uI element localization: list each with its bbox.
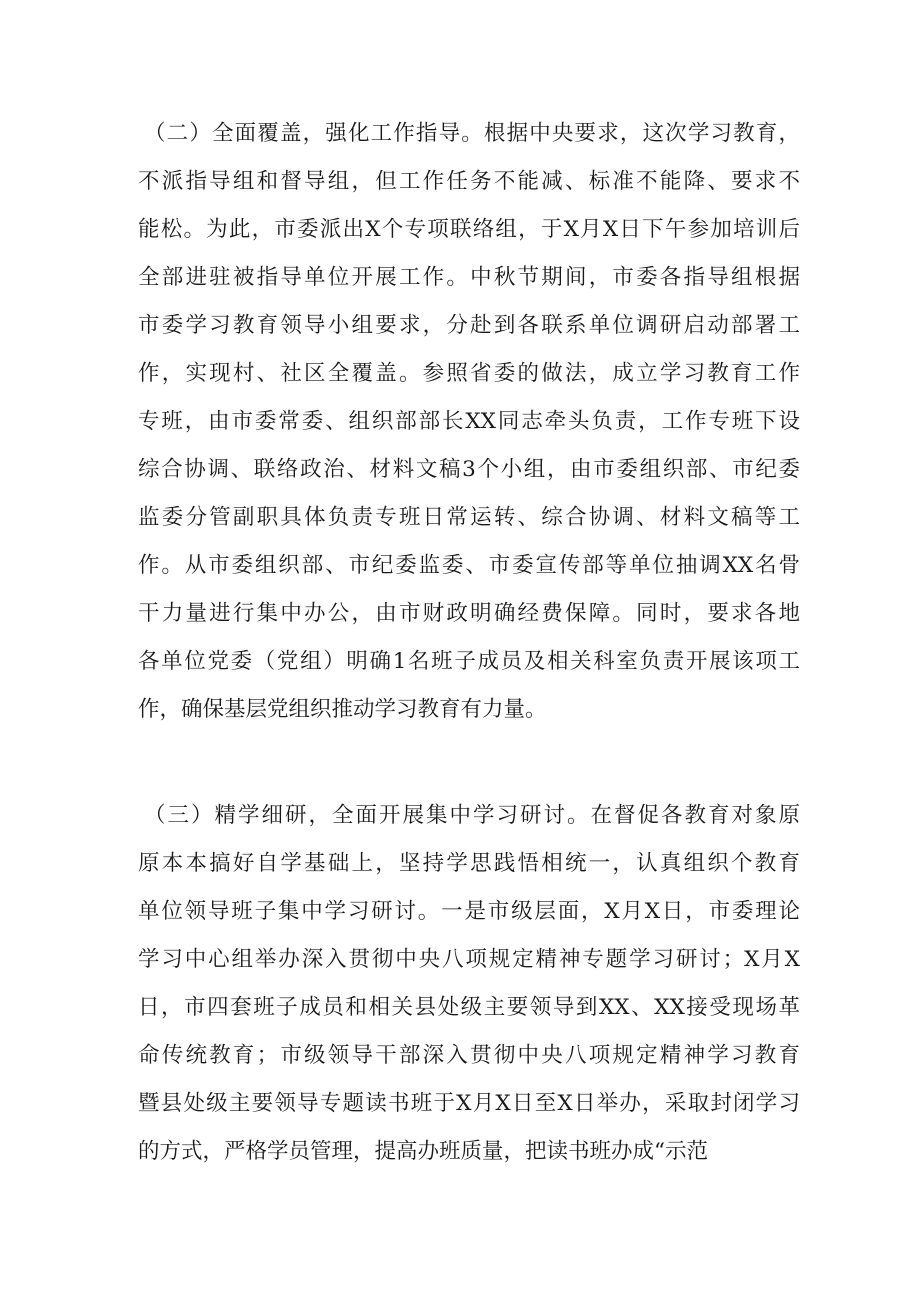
text-line: 不派指导组和督导组，但工作任务不能减、标准不能降、要求不 [138, 169, 800, 194]
text-line: 综合协调、联络政治、材料文稿3个小组，由市委组织部、市纪委 [138, 457, 800, 482]
text-line: 命传统教育；市级领导干部深入贯彻中央八项规定精神学习教育 [138, 1043, 800, 1068]
text-line: 作，确保基层党组织推动学习教育有力量。 [138, 697, 547, 722]
text-line: 市委学习教育领导小组要求，分赴到各联系单位调研启动部署工 [138, 313, 800, 338]
text-line: 能松。为此，市委派出X个专项联络组，于X月X日下午参加培训后 [138, 217, 800, 242]
text-line: 的方式，严格学员管理，提高办班质量，把读书班办成“示范 [138, 1139, 708, 1164]
text-line: （二）全面覆盖，强化工作指导。根据中央要求，这次学习教育， [144, 121, 800, 146]
paragraph-section-2 [138, 110, 800, 734]
text-line: 监委分管副职具体负责专班日常运转、综合协调、材料文稿等工 [138, 505, 800, 530]
text-line: （三）精学细研，全面开展集中学习研讨。在督促各教育对象原 [144, 803, 800, 828]
text-line: 各单位党委（党组）明确1名班子成员及相关科室负责开展该项工 [138, 649, 800, 674]
text-line: 单位领导班子集中学习研讨。一是市级层面，X月X日，市委理论 [138, 899, 800, 924]
text-line: 学习中心组举办深入贯彻中央八项规定精神专题学习研讨；X月X [138, 947, 800, 972]
text-line: 作，实现村、社区全覆盖。参照省委的做法，成立学习教育工作 [138, 361, 800, 386]
text-line: 暨县处级主要领导专题读书班于X月X日至X日举办，采取封闭学习 [138, 1091, 800, 1116]
text-line: 原本本搞好自学基础上，坚持学思践悟相统一，认真组织个教育 [138, 851, 800, 876]
text-line: 专班，由市委常委、组织部部长XX同志牵头负责，工作专班下设 [138, 409, 800, 434]
text-line: 全部进驻被指导单位开展工作。中秋节期间，市委各指导组根据 [138, 265, 800, 290]
text-line: 日，市四套班子成员和相关县处级主要领导到XX、XX接受现场革 [138, 995, 800, 1020]
text-line: 干力量进行集中办公，由市财政明确经费保障。同时，要求各地 [138, 601, 800, 626]
paragraph-section-3 [138, 792, 800, 1176]
text-line: 作。从市委组织部、市纪委监委、市委宣传部等单位抽调XX名骨 [138, 553, 800, 578]
